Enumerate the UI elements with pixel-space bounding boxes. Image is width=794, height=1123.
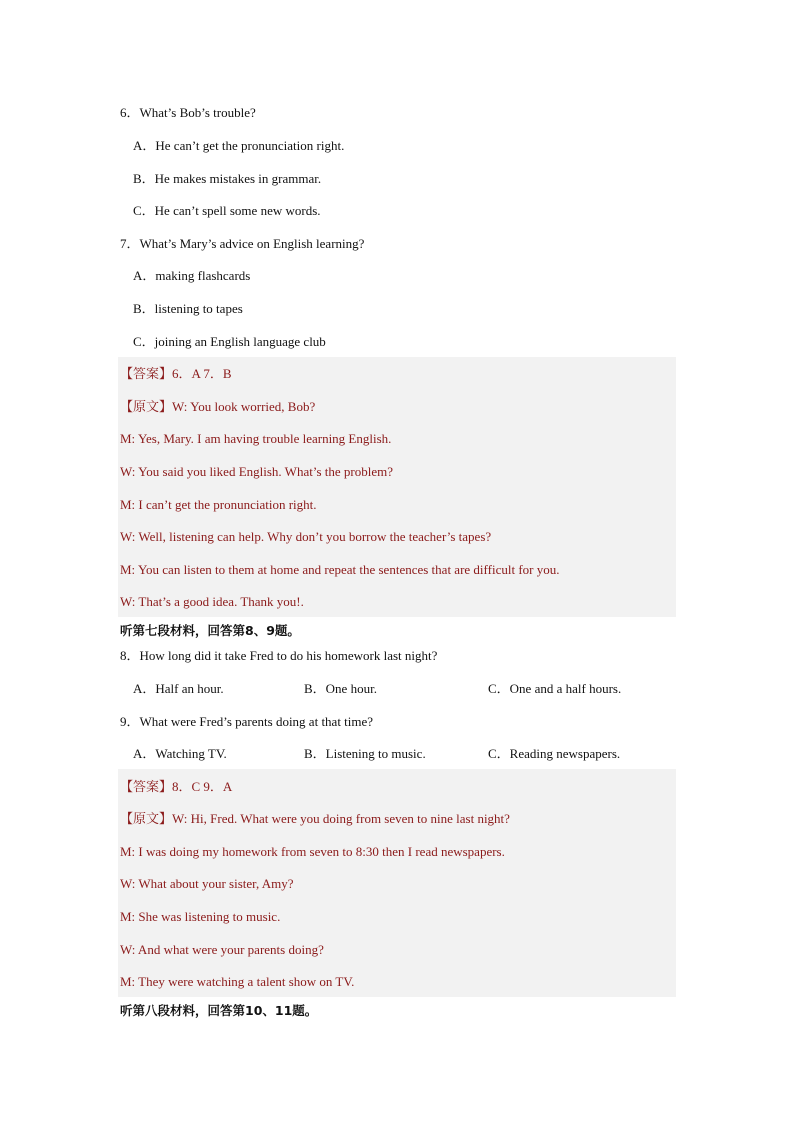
question-7-option-a: A．making flashcards <box>133 268 251 283</box>
transcript-line: W: What about your sister, Amy? <box>120 876 294 891</box>
question-8-option-a: A．Half an hour. <box>133 681 224 696</box>
question-6-stem: 6．What’s Bob’s trouble? <box>120 105 256 120</box>
question-8-option-c: C．One and a half hours. <box>488 681 622 696</box>
transcript-line: W: Hi, Fred. What were you doing from seven to nine last night? <box>172 811 510 826</box>
answer-line-2 <box>120 778 232 796</box>
question-7-option-c: C．joining an English language club <box>133 334 326 349</box>
transcript-first-line-1 <box>120 398 315 416</box>
transcript-line: W: That’s a good idea. Thank you!. <box>120 594 304 609</box>
answer-line-1 <box>120 365 232 383</box>
question-9-option-c: C．Reading newspapers. <box>488 746 621 761</box>
question-9-option-a: A．Watching TV. <box>133 746 227 761</box>
transcript-line: W: And what were your parents doing? <box>120 942 324 957</box>
transcript-line: M: I can’t get the pronunciation right. <box>120 497 317 512</box>
answer-tag: 【答案】 <box>120 366 173 381</box>
transcript-line: W: You look worried, Bob? <box>172 399 316 414</box>
question-8-option-b: B．One hour. <box>304 681 377 696</box>
question-6-option-c: C．He can’t spell some new words. <box>133 203 321 218</box>
answer-text: 8．C 9．A <box>172 779 233 794</box>
answer-text: 6．A 7．B <box>172 366 232 381</box>
question-8-stem: 8．How long did it take Fred to do his homework last night? <box>120 648 438 663</box>
question-7-stem: 7．What’s Mary’s advice on English learning? <box>120 236 365 251</box>
section-8-heading: 听第八段材料，回答第10、11题。 <box>120 1003 318 1018</box>
question-6-option-b: B．He makes mistakes in grammar. <box>133 171 322 186</box>
transcript-line: M: They were watching a talent show on TV. <box>120 974 355 989</box>
question-9-stem: 9．What were Fred’s parents doing at that time? <box>120 714 374 729</box>
transcript-tag: 【原文】 <box>120 399 173 414</box>
question-6-option-a: A．He can’t get the pronunciation right. <box>133 138 345 153</box>
transcript-line: M: Yes, Mary. I am having trouble learning English. <box>120 431 392 446</box>
question-9-option-b: B．Listening to music. <box>304 746 426 761</box>
answer-tag: 【答案】 <box>120 779 173 794</box>
question-7-option-b: B．listening to tapes <box>133 301 243 316</box>
transcript-line: M: You can listen to them at home and repeat the sentences that are difficult for you. <box>120 562 560 577</box>
transcript-first-line-2 <box>120 810 510 828</box>
transcript-line: M: She was listening to music. <box>120 909 281 924</box>
section-7-heading: 听第七段材料，回答第8、9题。 <box>120 623 300 638</box>
transcript-line: W: You said you liked English. What’s the problem? <box>120 464 393 479</box>
transcript-line: M: I was doing my homework from seven to 8:30 then I read newspapers. <box>120 844 505 859</box>
transcript-line: W: Well, listening can help. Why don’t you borrow the teacher’s tapes? <box>120 529 492 544</box>
transcript-tag: 【原文】 <box>120 811 173 826</box>
